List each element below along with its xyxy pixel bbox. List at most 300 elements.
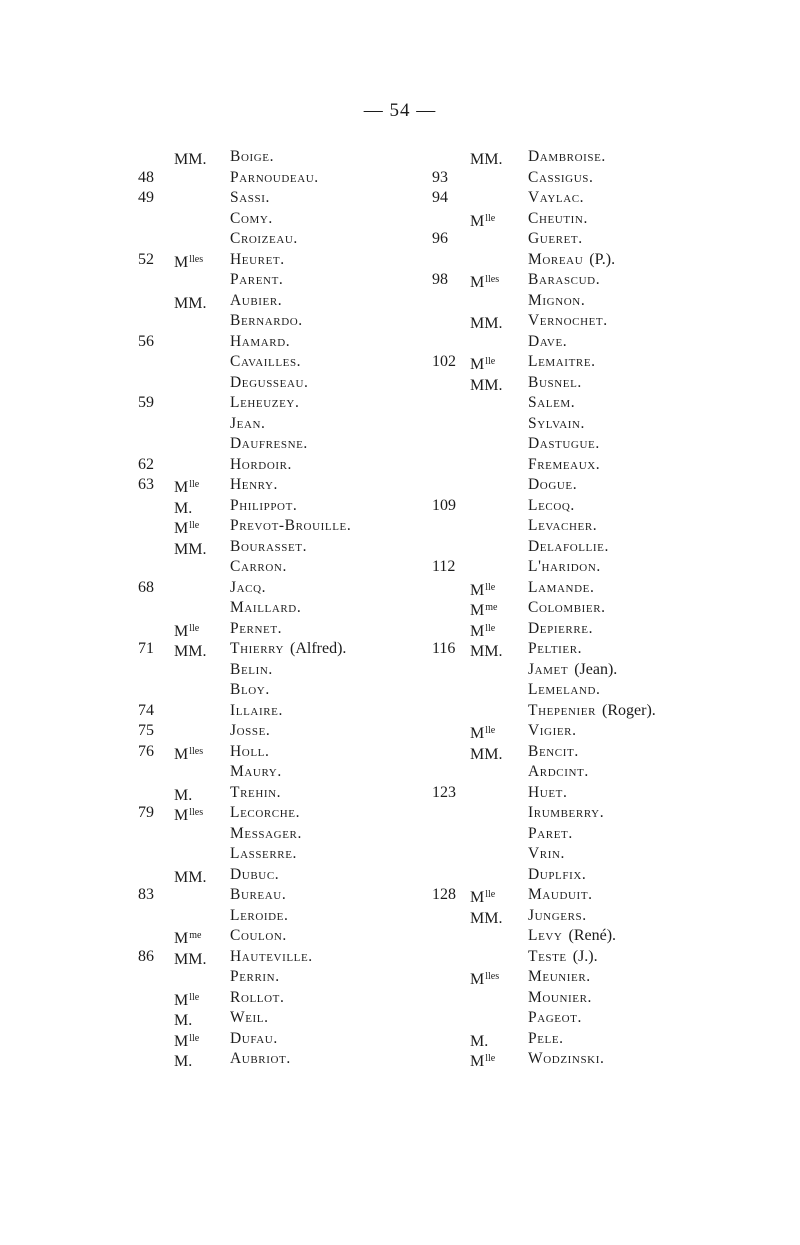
surname: Vaylac. (528, 189, 585, 206)
entry-number: 74 (138, 701, 154, 719)
title-superscript: lle (189, 479, 200, 490)
surname: Leheuzey. (230, 394, 300, 411)
entry-name (230, 783, 287, 804)
surname: Teste (528, 947, 567, 965)
entry-name (528, 1049, 610, 1070)
entry-name (528, 147, 612, 168)
list-item (432, 947, 732, 968)
entry-number: 128 (432, 886, 456, 903)
entry-name (230, 906, 294, 927)
list-item (432, 496, 732, 517)
title-text: M (174, 807, 189, 824)
entry-name (230, 291, 288, 312)
title-text: M (470, 274, 485, 291)
surname: Thepenier (528, 701, 597, 719)
list-item (138, 783, 468, 804)
title-superscript: lle (485, 581, 496, 593)
entry-name (528, 701, 656, 722)
surname: Vrin. (528, 845, 566, 862)
surname: Huet. (528, 783, 568, 801)
surname: Lemaitre. (528, 353, 596, 370)
entry-name (230, 516, 357, 537)
entry-name (230, 332, 296, 353)
list-item (432, 578, 732, 599)
surname: Gueret. (528, 230, 583, 247)
title-superscript: lle (189, 520, 200, 531)
surname: Salem. (528, 394, 576, 411)
entry-number: 93 (432, 168, 448, 186)
list-item (138, 332, 468, 353)
surname: Mauduit. (528, 886, 593, 903)
title-text: M (470, 889, 485, 906)
list-item (432, 434, 732, 455)
entry-name (528, 291, 591, 312)
surname: Hamard. (230, 332, 291, 350)
entry-name (528, 926, 616, 947)
entry-name (528, 844, 571, 865)
entry-number: 123 (432, 783, 456, 801)
surname: Dufau. (230, 1029, 278, 1047)
list-item (432, 598, 732, 619)
name-qualifier: (Jean). (574, 660, 618, 678)
surname: Mounier. (528, 988, 593, 1006)
entry-name (230, 680, 276, 701)
title-text: MM. (470, 151, 503, 168)
entry-name (528, 824, 579, 845)
title-text: M (174, 520, 189, 537)
entry-name (528, 988, 598, 1009)
list-item (138, 414, 468, 435)
title-text: MM. (174, 540, 207, 558)
title-superscript: lle (485, 1053, 496, 1064)
list-item (432, 885, 732, 906)
surname: Cassigus. (528, 168, 594, 186)
entry-number: 98 (432, 271, 448, 288)
entry-name (230, 598, 307, 619)
list-item (432, 639, 732, 660)
surname: Mignon. (528, 291, 586, 309)
title-text: MM. (470, 315, 503, 332)
surname: Jungers. (528, 906, 587, 924)
surname: Josse. (230, 722, 271, 739)
list-item (432, 352, 732, 373)
title-superscript: me (189, 930, 202, 941)
entry-name (528, 1029, 570, 1050)
list-item (138, 188, 468, 209)
entry-name (230, 250, 291, 271)
title-text: MM. (470, 745, 503, 763)
entry-name (230, 496, 303, 517)
surname: Lasserre. (230, 845, 298, 862)
surname: Carron. (230, 558, 287, 575)
entry-name (230, 639, 346, 660)
list-item (432, 270, 732, 291)
surname: Dave. (528, 332, 568, 350)
list-item (138, 434, 468, 455)
entry-name (230, 721, 276, 742)
entry-name (528, 660, 617, 681)
entry-name (230, 168, 325, 189)
title-text: M (470, 1053, 485, 1070)
entry-name (528, 906, 593, 927)
list-item (432, 250, 732, 271)
surname: Pageot. (528, 1009, 582, 1026)
surname: Rollot. (230, 988, 285, 1006)
title-text: M. (174, 786, 193, 804)
list-item (138, 291, 468, 312)
entry-number: 79 (138, 804, 154, 821)
list-item (432, 906, 732, 927)
title-superscript: lle (189, 991, 200, 1003)
entry-name (528, 188, 590, 209)
surname: Wodzinski. (528, 1050, 605, 1067)
entry-number: 76 (138, 742, 154, 760)
name-qualifier: (Alfred). (290, 640, 347, 657)
title-text: MM. (174, 643, 207, 660)
title-text: M (174, 253, 189, 271)
surname: Parnoudeau. (230, 168, 319, 186)
entry-name (528, 229, 589, 250)
list-item (138, 885, 468, 906)
list-item (432, 701, 732, 722)
surname: Lecorche. (230, 804, 301, 821)
list-item (432, 680, 732, 701)
title-superscript: lle (485, 622, 496, 634)
entry-name (528, 619, 599, 640)
list-item (432, 147, 732, 168)
left-name-column (138, 147, 468, 1070)
entry-name (230, 373, 315, 394)
entry-name (230, 578, 272, 599)
entry-name (528, 1008, 588, 1029)
entry-name (528, 455, 606, 476)
list-item (138, 598, 468, 619)
surname: Philippot. (230, 496, 298, 514)
title-superscript: lles (485, 274, 500, 285)
entry-name (230, 988, 290, 1009)
entry-name (230, 188, 276, 209)
list-item (138, 824, 468, 845)
entry-number: 102 (432, 353, 456, 370)
list-item (432, 1029, 732, 1050)
entry-name (230, 311, 309, 332)
entry-name (528, 578, 600, 599)
entry-name (230, 701, 289, 722)
entry-name (528, 639, 588, 660)
surname: Cavailles. (230, 353, 302, 370)
list-item (432, 865, 732, 886)
entry-name (528, 865, 592, 886)
surname: Bureau. (230, 886, 287, 903)
title-superscript: lle (485, 212, 496, 224)
list-item (138, 701, 468, 722)
list-item (138, 250, 468, 271)
list-item (138, 209, 468, 230)
entry-number: 86 (138, 947, 154, 965)
entry-name (528, 311, 614, 332)
entry-number: 62 (138, 455, 154, 473)
title-text: M (470, 725, 485, 742)
entry-name (230, 209, 279, 230)
list-item (432, 988, 732, 1009)
title-text: M. (174, 499, 193, 517)
surname: Maillard. (230, 599, 302, 616)
title-text: M (470, 581, 485, 599)
surname: Lemeland. (528, 681, 601, 698)
surname: Dubuc. (230, 865, 280, 883)
surname: Henry. (230, 476, 279, 493)
entry-name (528, 516, 603, 537)
list-item (432, 844, 732, 865)
list-item (138, 762, 468, 783)
list-item (138, 496, 468, 517)
entry-name (528, 250, 615, 271)
entry-name (230, 1049, 297, 1070)
entry-name (230, 660, 279, 681)
page-number: — 54 — (363, 100, 437, 121)
list-item (432, 168, 732, 189)
title-text: M (470, 356, 485, 373)
surname: Belin. (230, 660, 273, 678)
entry-number: 71 (138, 640, 154, 657)
surname: Trehin. (230, 783, 282, 801)
surname: Bencit. (528, 742, 579, 760)
surname: Meunier. (528, 968, 591, 985)
surname: Illaire. (230, 701, 283, 719)
title-text: MM. (174, 294, 207, 312)
surname: Bernardo. (230, 312, 303, 329)
surname: Vigier. (528, 722, 577, 739)
surname: Levacher. (528, 517, 598, 534)
entry-name (230, 1008, 275, 1029)
entry-number: 116 (432, 640, 456, 657)
list-item (432, 516, 732, 537)
entry-name (230, 619, 288, 640)
entry-name (528, 803, 610, 824)
list-item (138, 680, 468, 701)
entry-name (528, 598, 612, 619)
surname: Moreau (528, 250, 584, 268)
entry-name (528, 742, 585, 763)
list-item (138, 844, 468, 865)
entry-name (528, 557, 607, 578)
list-item (138, 373, 468, 394)
surname: L'haridon. (528, 558, 601, 575)
surname: Coulon. (230, 927, 287, 944)
entry-name (230, 434, 314, 455)
surname: Dogue. (528, 476, 578, 493)
entry-name (230, 557, 293, 578)
surname: Ardcint. (528, 763, 589, 780)
entry-number: 52 (138, 250, 154, 268)
entry-number: 94 (432, 189, 448, 206)
list-item (138, 516, 468, 537)
title-superscript: lles (189, 807, 204, 818)
name-qualifier: (P.). (589, 250, 616, 268)
title-text: M. (174, 1012, 193, 1029)
surname: Barascud. (528, 271, 601, 288)
entry-name (528, 270, 606, 291)
list-item (138, 926, 468, 947)
surname: Hordoir. (230, 455, 293, 473)
title-text: M (174, 622, 189, 640)
title-text: MM. (470, 909, 503, 927)
entry-name (528, 475, 583, 496)
surname: Weil. (230, 1009, 269, 1026)
title-text: M (470, 971, 485, 988)
surname: Messager. (230, 824, 302, 842)
entry-number: 59 (138, 394, 154, 411)
title-text: M (174, 745, 189, 763)
list-item (138, 967, 468, 988)
entry-name (528, 332, 573, 353)
list-item (432, 926, 732, 947)
entry-name (230, 270, 289, 291)
list-item (138, 742, 468, 763)
list-item (138, 147, 468, 168)
title-text: M (174, 479, 189, 496)
entry-number: 112 (432, 558, 456, 575)
surname: Delafollie. (528, 537, 609, 555)
entry-name (528, 537, 615, 558)
list-item (432, 393, 732, 414)
right-name-column (432, 147, 732, 1070)
list-item (138, 455, 468, 476)
title-superscript: lle (189, 1032, 200, 1044)
title-superscript: lle (485, 889, 496, 900)
title-text: M (470, 622, 485, 640)
list-item (138, 168, 468, 189)
surname: Holl. (230, 742, 270, 760)
list-item (138, 1029, 468, 1050)
surname: Levy (528, 927, 563, 944)
entry-name (230, 967, 286, 988)
surname: Hauteville. (230, 947, 313, 965)
entry-name (230, 742, 275, 763)
title-text: M. (174, 1053, 193, 1070)
entry-name (528, 762, 595, 783)
list-item (138, 639, 468, 660)
entry-number: 109 (432, 496, 456, 514)
entry-name (528, 783, 573, 804)
title-text: M (174, 930, 189, 947)
entry-name (230, 1029, 284, 1050)
list-item (432, 660, 732, 681)
title-superscript: lles (485, 971, 500, 982)
list-item (138, 619, 468, 640)
surname: Daufresne. (230, 435, 308, 452)
surname: Pele. (528, 1029, 564, 1047)
surname: Leroide. (230, 906, 289, 924)
surname: Maury. (230, 763, 282, 780)
title-text: M (174, 1032, 189, 1050)
entry-name (230, 885, 292, 906)
title-superscript: lles (189, 253, 204, 265)
title-superscript: lle (485, 725, 496, 736)
title-text: MM. (174, 151, 207, 168)
list-item (432, 209, 732, 230)
entry-name (528, 721, 583, 742)
entry-name (230, 803, 306, 824)
entry-name (230, 393, 305, 414)
surname: Heuret. (230, 250, 285, 268)
entry-name (230, 762, 288, 783)
surname: Croizeau. (230, 230, 298, 247)
surname: Fremeaux. (528, 455, 601, 473)
list-item (138, 721, 468, 742)
list-item (138, 352, 468, 373)
entry-name (528, 414, 591, 435)
entry-number: 49 (138, 189, 154, 206)
list-item (432, 1008, 732, 1029)
entry-number: 63 (138, 476, 154, 493)
list-item (432, 414, 732, 435)
list-item (432, 373, 732, 394)
list-item (432, 783, 732, 804)
surname: Depierre. (528, 619, 594, 637)
entry-title (174, 1049, 226, 1073)
surname: Jean. (230, 414, 266, 432)
surname: Sassi. (230, 189, 270, 206)
title-text: M (174, 991, 189, 1009)
list-item (138, 660, 468, 681)
entry-name (528, 680, 607, 701)
surname: Pernet. (230, 619, 283, 637)
list-item (138, 906, 468, 927)
entry-name (528, 352, 602, 373)
surname: Paret. (528, 824, 573, 842)
title-text: M (470, 212, 485, 230)
entry-name (528, 885, 599, 906)
entry-number: 56 (138, 332, 154, 350)
name-qualifier: (J.). (572, 947, 598, 965)
list-item (138, 537, 468, 558)
surname: Bourasset. (230, 537, 308, 555)
surname: Jamet (528, 660, 569, 678)
list-item (432, 475, 732, 496)
list-item (432, 557, 732, 578)
surname: Aubier. (230, 291, 283, 309)
title-text: MM. (470, 376, 503, 394)
surname: Aubriot. (230, 1050, 291, 1067)
surname: Irumberry. (528, 804, 605, 821)
surname: Perrin. (230, 968, 280, 985)
title-superscript: me (485, 602, 498, 613)
entry-name (230, 865, 285, 886)
list-item (432, 619, 732, 640)
entry-name (528, 209, 594, 230)
list-item (138, 865, 468, 886)
entry-name (230, 824, 308, 845)
entry-name (528, 393, 581, 414)
surname: Parent. (230, 271, 284, 288)
list-item (138, 578, 468, 599)
list-item (138, 270, 468, 291)
title-text: MM. (174, 868, 207, 886)
list-item (138, 475, 468, 496)
title-superscript: lle (485, 356, 496, 367)
surname: Peltier. (528, 640, 583, 657)
entry-name (528, 434, 606, 455)
surname: Vernochet. (528, 312, 608, 329)
entry-name (230, 352, 307, 373)
entry-title (470, 1049, 522, 1073)
surname: Dastugue. (528, 435, 600, 452)
list-item (138, 557, 468, 578)
entry-name (230, 537, 313, 558)
title-superscript: lle (189, 622, 200, 634)
surname: Sylvain. (528, 414, 586, 432)
